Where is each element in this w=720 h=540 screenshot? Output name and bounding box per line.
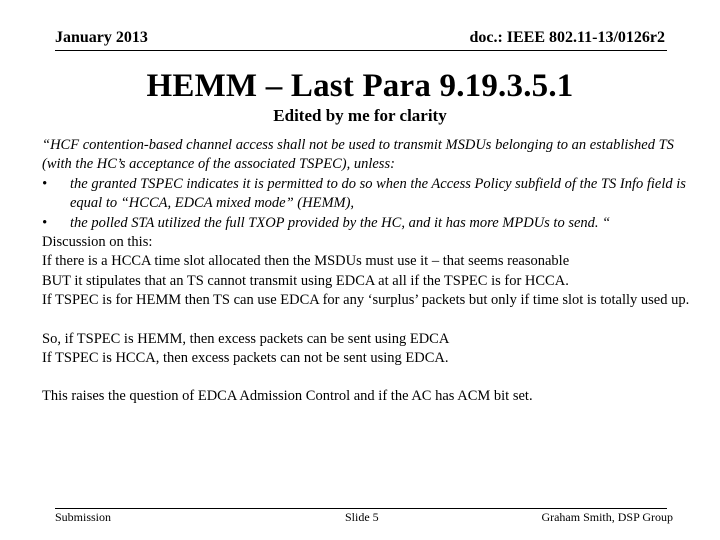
closing-line: This raises the question of EDCA Admission Control and if the AC has ACM bit set. (42, 388, 533, 405)
discussion-line: Discussion on this: (42, 234, 153, 251)
bullet-glyph: • (42, 175, 48, 192)
footer-slide-number: Slide 5 (345, 510, 379, 524)
quote-bullet-1 (42, 175, 692, 214)
discussion-line: If there is a HCCA time slot allocated then the MSDUs must use it – that seems reasonable (42, 253, 570, 270)
discussion-line: BUT it stipulates that an TS cannot transmit using EDCA at all if the TSPEC is for HCCA. (42, 272, 569, 289)
header-divider (55, 50, 667, 51)
slide-subtitle: Edited by me for clarity (273, 106, 447, 125)
quote-bullet-2-text: the polled STA utilized the full TXOP provided by the HC, and it has more MPDUs to send. “ (70, 214, 611, 231)
quote-bullet-1-text: the granted TSPEC indicates it is permitted to do so when the Access Policy subfield of the TS Info field is equal to “HCCA, EDCA mixed mode” (HEMM), (70, 175, 686, 212)
quote-bullet-2 (42, 214, 692, 233)
header-date: January 2013 (55, 29, 148, 46)
footer-author: Graham Smith, DSP Group (541, 510, 673, 524)
conclusion-line: So, if TSPEC is HEMM, then excess packets can be sent using EDCA (42, 330, 450, 347)
slide-title: HEMM – Last Para 9.19.3.5.1 (146, 68, 574, 104)
conclusion-line: If TSPEC is HCCA, then excess packets can not be sent using EDCA. (42, 350, 449, 367)
footer-submission: Submission (55, 510, 112, 524)
bullet-glyph: • (42, 214, 48, 231)
spacer (42, 311, 692, 330)
slide-body (42, 136, 692, 407)
quote-intro: “HCF contention-based channel access shall not be used to transmit MSDUs belonging to an established TS (with the HC’s acceptance of the associated TSPEC), unless: (42, 137, 674, 173)
footer-divider (55, 508, 667, 509)
discussion-line: If TSPEC is for HEMM then TS can use EDCA for any ‘surplus’ packets but only if time slot is totally used up. (42, 292, 690, 309)
header-doc-id: doc.: IEEE 802.11-13/0126r2 (469, 29, 665, 46)
spacer (42, 368, 692, 387)
